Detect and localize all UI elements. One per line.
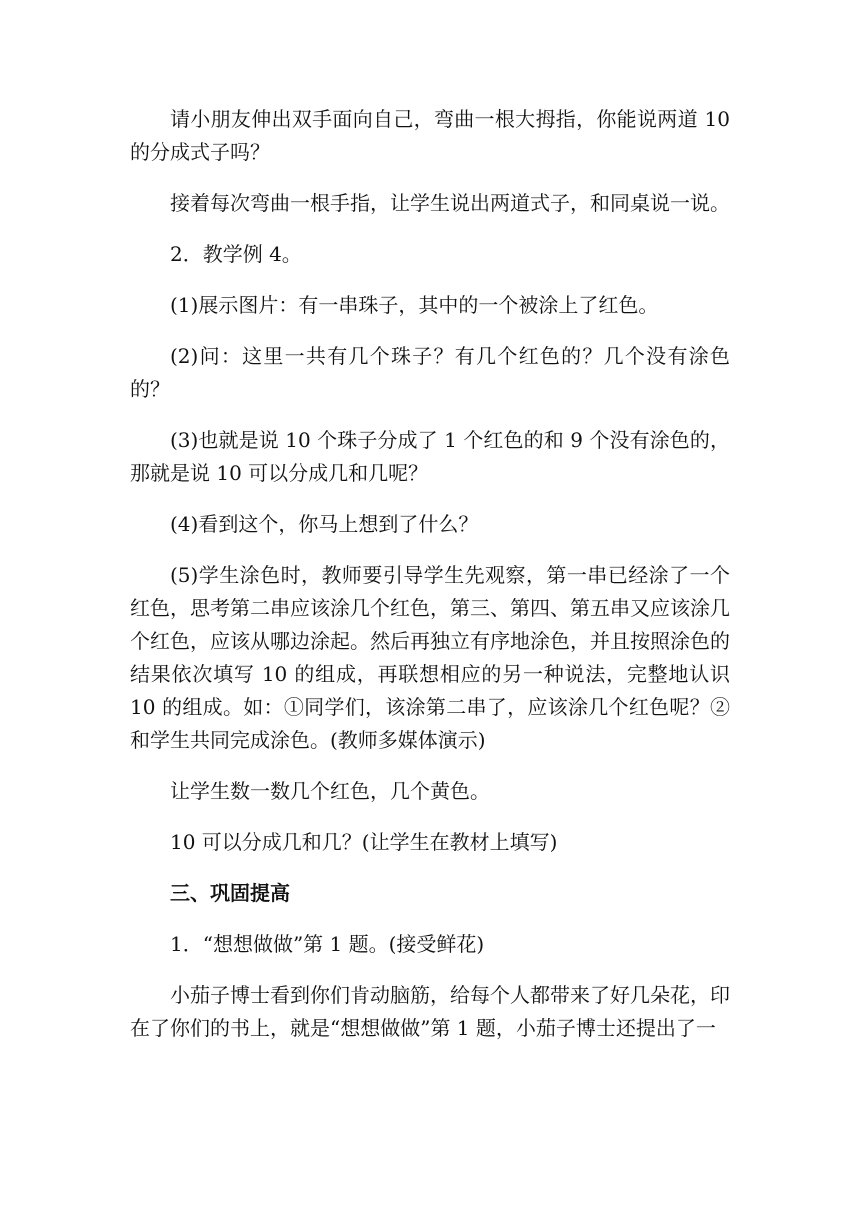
paragraph-step-1: (1)展示图片：有一串珠子，其中的一个被涂上了红色。 (170, 293, 659, 317)
paragraph-step-5: (5)学生涂色时，教师要引导学生先观察，第一串已经涂了一个红色，思考第二串应该涂几个红色，第三、第四、第五串又应该涂几个红色，应该从哪边涂起。然后再独立有序地涂色，并且按照涂色的结果依次填写 10 的组成，再联想相应的另一种说法，完整地认识 10 的组成。如：①同学们，该涂第二串了，应该涂几个红色呢？②和学生共同完成涂色。(教师多媒体演示) (130, 563, 730, 752)
paragraph-dr-eggplant: 小茄子博士看到你们肯动脑筋，给每个人都带来了好几朵花，印在了你们的书上，就是“想想做做”第 1 题，小茄子博士还提出了一 (130, 983, 730, 1040)
paragraph-fill-textbook: 10 可以分成几和几？(让学生在教材上填写) (170, 830, 558, 854)
paragraph-count-colors: 让学生数一数几个红色，几个黄色。 (170, 779, 490, 803)
paragraph-step-3: (3)也就是说 10 个珠子分成了 1 个红色的和 9 个没有涂色的，那就是说 10 可以分成几和几呢？ (130, 428, 730, 485)
document-page (130, 103, 730, 1063)
paragraph-bend-thumb: 请小朋友伸出双手面向自己，弯曲一根大拇指，你能说两道 10 的分成式子吗？ (130, 107, 730, 164)
paragraph-step-4: (4)看到这个，你马上想到了什么？ (170, 512, 479, 536)
paragraph-bend-fingers: 接着每次弯曲一根手指，让学生说出两道式子，和同桌说一说。 (170, 191, 730, 215)
section-heading-consolidate: 三、巩固提高 (170, 881, 290, 905)
paragraph-step-2: (2)问：这里一共有几个珠子？有几个红色的？几个没有涂色的？ (130, 344, 730, 401)
paragraph-example-4: 2．教学例 4。 (170, 242, 302, 266)
paragraph-exercise-1: 1．“想想做做”第 1 题。(接受鲜花) (170, 932, 485, 956)
